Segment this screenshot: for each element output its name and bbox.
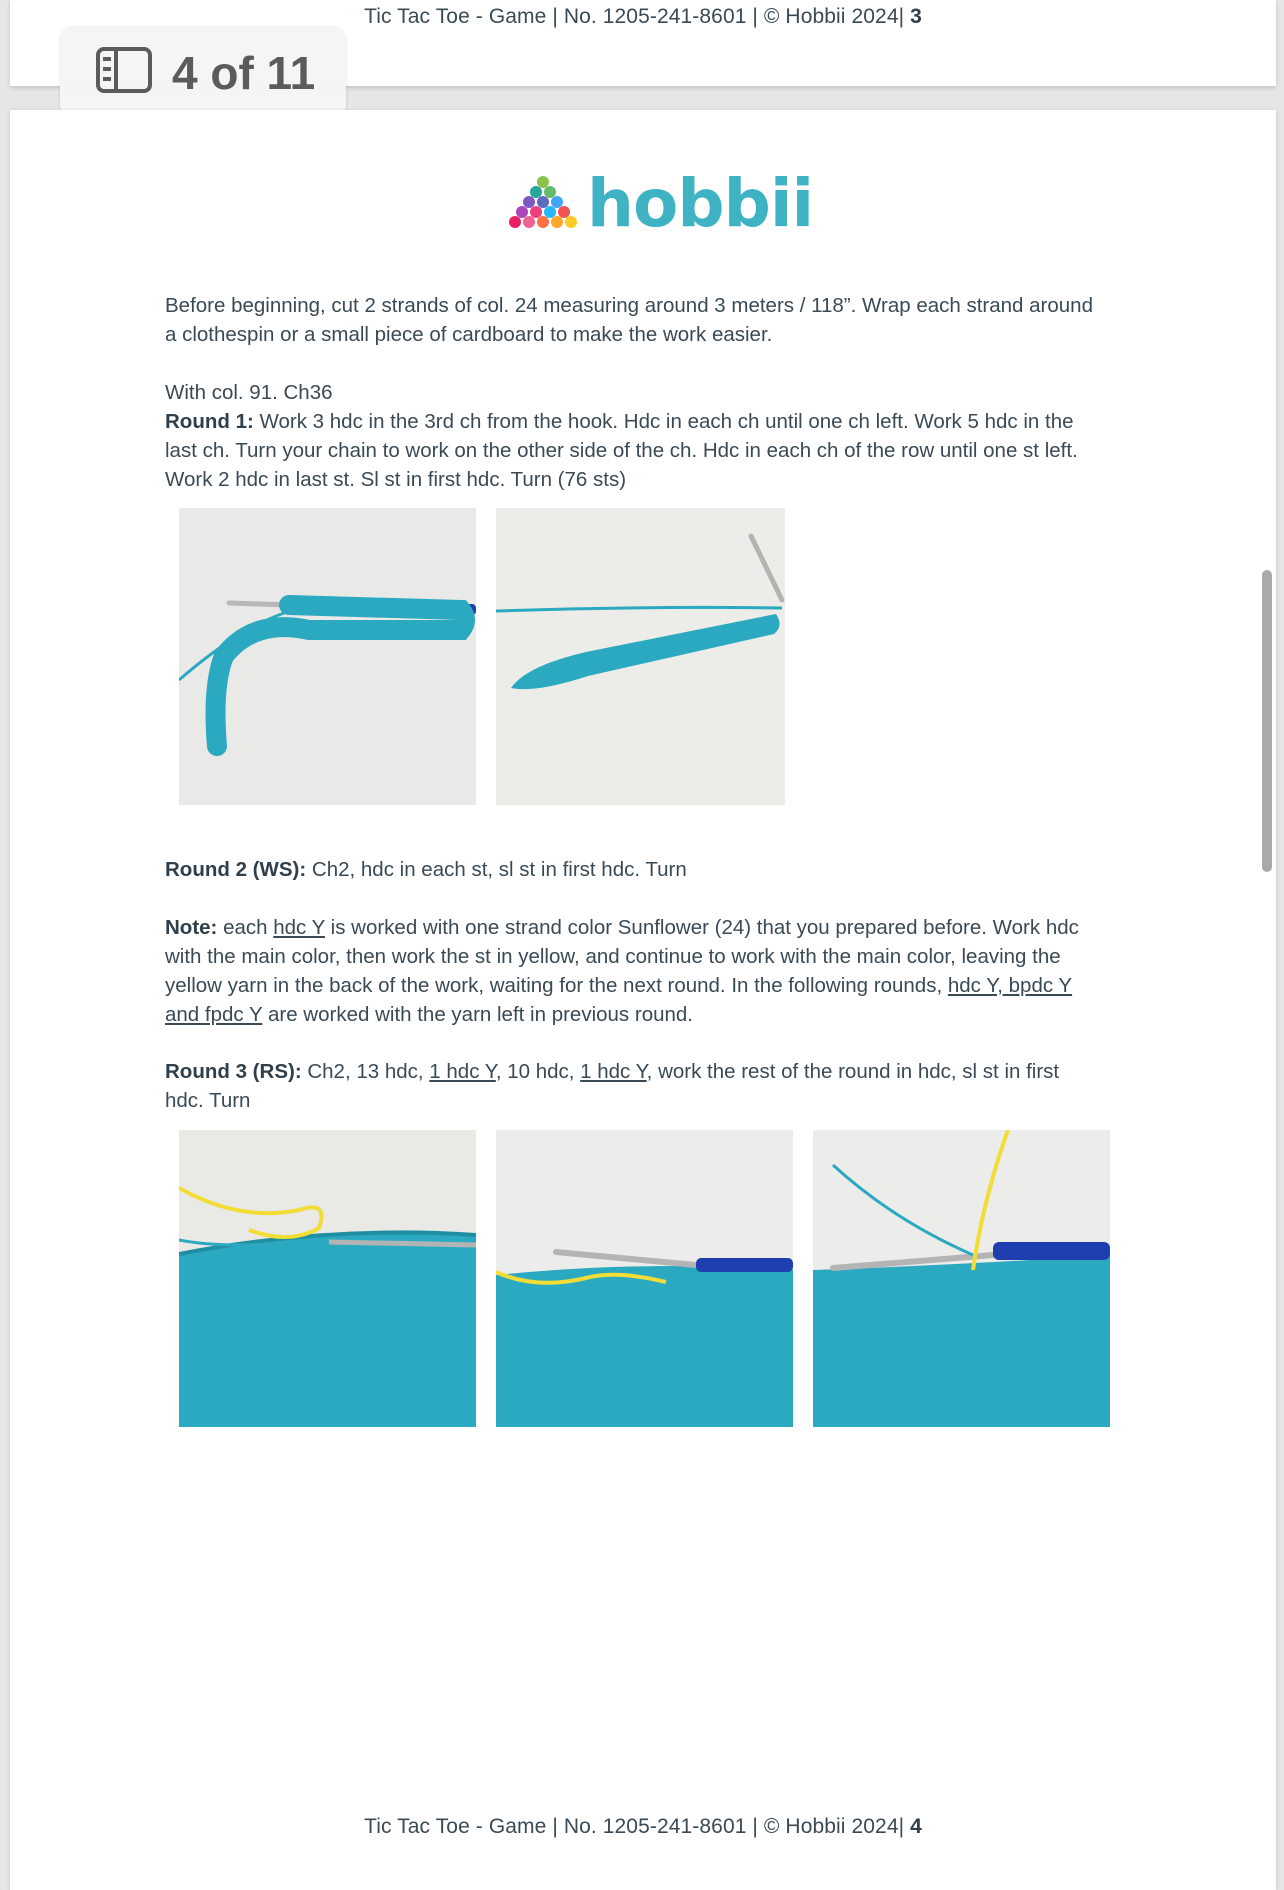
- logo-wordmark: hobbii: [587, 164, 814, 242]
- photo-round3-c: [813, 1130, 1110, 1427]
- current-page[interactable]: [10, 110, 1276, 1890]
- page-footer: Tic Tac Toe - Game | No. 1205-241-8601 | © Hobbii 2024| 3: [364, 5, 922, 28]
- hobbii-logo: [505, 164, 814, 242]
- round1-paragraph: With col. 91. Ch36 Round 1: Work 3 hdc in the 3rd ch from the hook. Hdc in each ch until one ch left. Work 5 hdc in the last ch. Turn your chain to work on the other side of the ch. Hdc in each ch of the row until one st left. Work 2 hdc in last st. Sl st in first hdc. Turn (76 sts): [165, 381, 1078, 491]
- page-counter-label: 4 of 11: [172, 46, 316, 99]
- photo-round1-a: [179, 508, 476, 805]
- round3-paragraph: Round 3 (RS): Ch2, 13 hdc, 1 hdc Y, 10 hdc, 1 hdc Y, work the rest of the round in hdc, sl st in first hdc. Turn: [165, 1060, 1060, 1112]
- intro-paragraph: Before beginning, cut 2 strands of col. 24 measuring around 3 meters / 118”. Wrap each strand around a clothespin or a small piece of cardboard to make the work easier.: [165, 294, 1093, 346]
- sidebar-toggle-icon[interactable]: [96, 47, 152, 98]
- round2-paragraph: Round 2 (WS): Ch2, hdc in each st, sl st in first hdc. Turn: [165, 858, 687, 881]
- page-counter[interactable]: [60, 26, 346, 119]
- photo-round1-b: [496, 508, 785, 805]
- page-footer: Tic Tac Toe - Game | No. 1205-241-8601 | © Hobbii 2024| 4: [364, 1815, 922, 1838]
- photo-round3-b: [496, 1130, 793, 1427]
- photo-round3-a: [179, 1130, 476, 1427]
- note-paragraph: Note: each hdc Y is worked with one strand color Sunflower (24) that you prepared before. Work hdc with the main color, then work the st in yellow, and continue to work with the main color, leaving the yellow yarn in the back of the work, waiting for the next round. In the following rounds, hdc Y, bpdc Y and fpdc Y are worked with the yarn left in previous round.: [165, 916, 1079, 1026]
- vertical-scrollbar[interactable]: [1262, 570, 1272, 872]
- yarn-balls-logo-icon: [505, 174, 581, 232]
